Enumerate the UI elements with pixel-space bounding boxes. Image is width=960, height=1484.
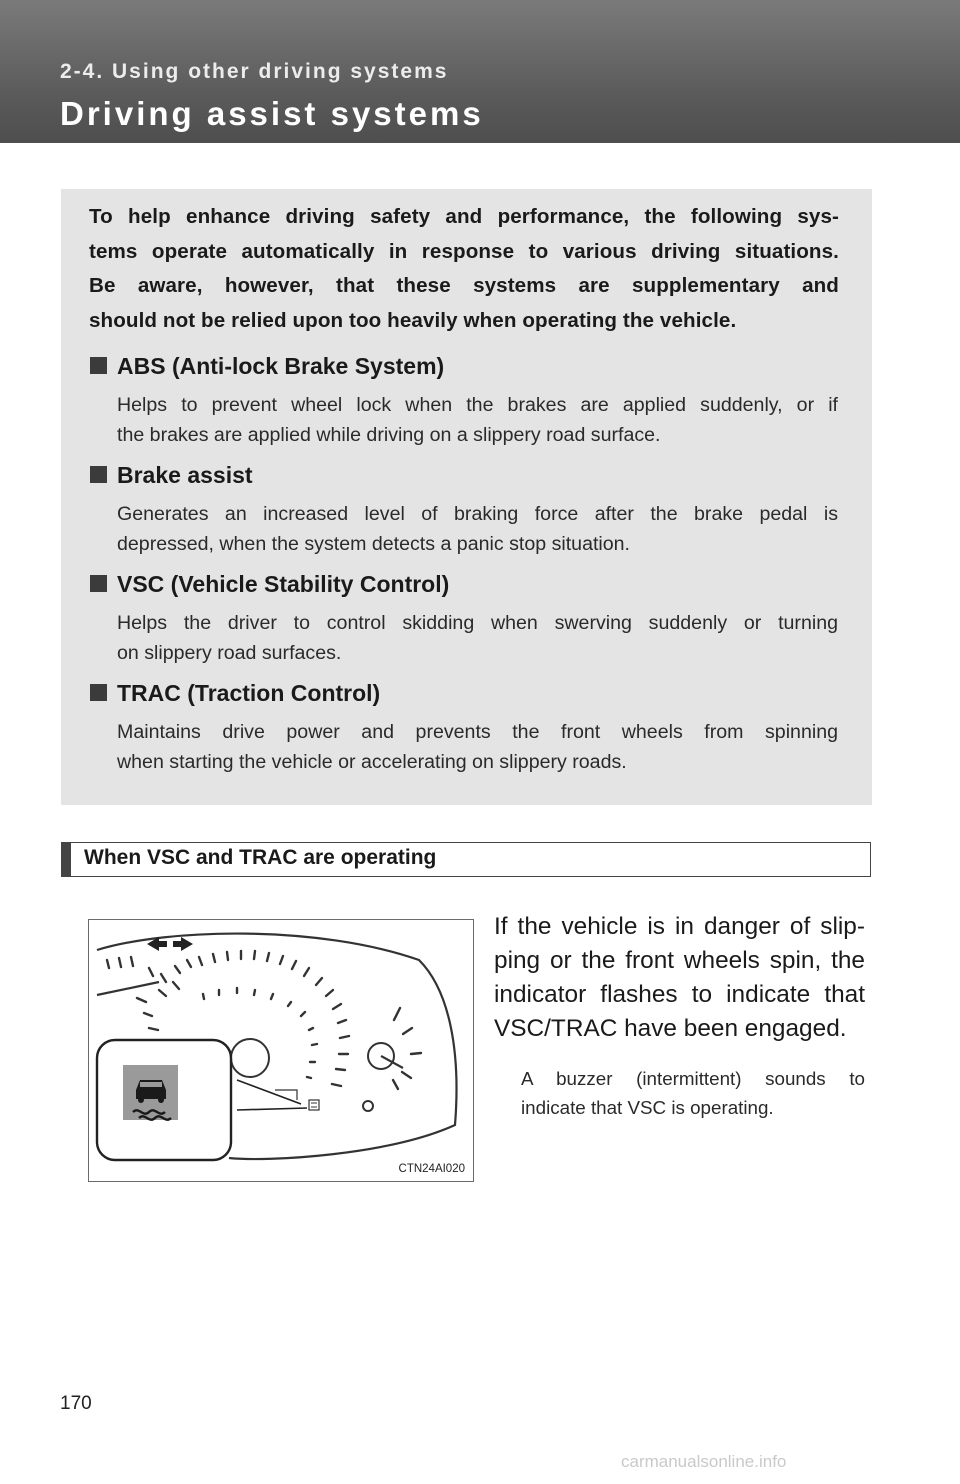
trac-description <box>117 717 838 777</box>
subsection-title: When VSC and TRAC are operating <box>84 846 437 869</box>
vsc-description <box>117 608 838 668</box>
page-number: 170 <box>60 1393 92 1414</box>
abs-description <box>117 390 838 450</box>
instrument-cluster-figure <box>88 919 474 1182</box>
instrument-cluster-illustration <box>89 920 473 1181</box>
buzzer-note <box>521 1064 865 1122</box>
vsc-desc-line: Helps the driver to control skidding when swerving suddenly or turning <box>117 612 838 634</box>
chapter-header <box>0 0 960 143</box>
trac-desc-line: Maintains drive power and prevents the front wheels from spinning <box>117 721 838 743</box>
explanation-line: indicator flashes to indicate that <box>494 981 865 1008</box>
square-bullet-icon <box>90 684 107 701</box>
site-watermark: carmanualsonline.info <box>621 1452 787 1471</box>
vsc-trac-explanation <box>494 910 865 1046</box>
square-bullet-icon <box>90 466 107 483</box>
abs-desc-line: Helps to prevent wheel lock when the brakes are applied suddenly, or if <box>117 394 838 416</box>
intro-line: To help enhance driving safety and performance, the following sys- <box>89 205 839 228</box>
subsection-title-bar <box>61 842 871 877</box>
intro-line: tems operate automatically in response to various driving situations. <box>89 239 839 263</box>
page-title: Driving assist systems <box>60 95 484 132</box>
brake-assist-desc-line: Generates an increased level of braking force after the brake pedal is <box>117 503 838 525</box>
subsection-marker <box>62 843 71 876</box>
note-line: A buzzer (intermittent) sounds to <box>521 1068 865 1089</box>
note-line: indicate that VSC is operating. <box>521 1097 774 1118</box>
trac-heading <box>90 680 380 707</box>
square-bullet-icon <box>90 357 107 374</box>
vsc-desc-line: on slippery road surfaces. <box>117 642 342 664</box>
square-bullet-icon <box>90 575 107 592</box>
brake-assist-heading-text: Brake assist <box>117 462 253 488</box>
abs-desc-line: the brakes are applied while driving on a slippery road surface. <box>117 424 661 446</box>
vsc-heading-text: VSC (Vehicle Stability Control) <box>117 571 450 597</box>
intro-line: should not be relied upon too heavily when operating the vehicle. <box>89 308 737 332</box>
abs-heading <box>90 353 444 380</box>
explanation-line: If the vehicle is in danger of slip- <box>494 913 865 940</box>
section-label: 2-4. Using other driving systems <box>60 60 449 83</box>
brake-assist-desc-line: depressed, when the system detects a panic stop situation. <box>117 533 630 555</box>
figure-code: CTN24AI020 <box>398 1163 465 1175</box>
brake-assist-heading <box>90 462 253 489</box>
vsc-heading <box>90 571 449 598</box>
trac-desc-line: when starting the vehicle or accelerating on slippery roads. <box>117 751 627 773</box>
intro-line: Be aware, however, that these systems are supplementary and <box>89 274 839 297</box>
intro-paragraph <box>89 200 839 338</box>
abs-heading-text: ABS (Anti-lock Brake System) <box>117 353 445 379</box>
brake-assist-description <box>117 499 838 559</box>
explanation-line: ping or the front wheels spin, the <box>494 947 865 974</box>
explanation-line: VSC/TRAC have been engaged. <box>494 1015 847 1042</box>
trac-heading-text: TRAC (Traction Control) <box>117 680 381 706</box>
